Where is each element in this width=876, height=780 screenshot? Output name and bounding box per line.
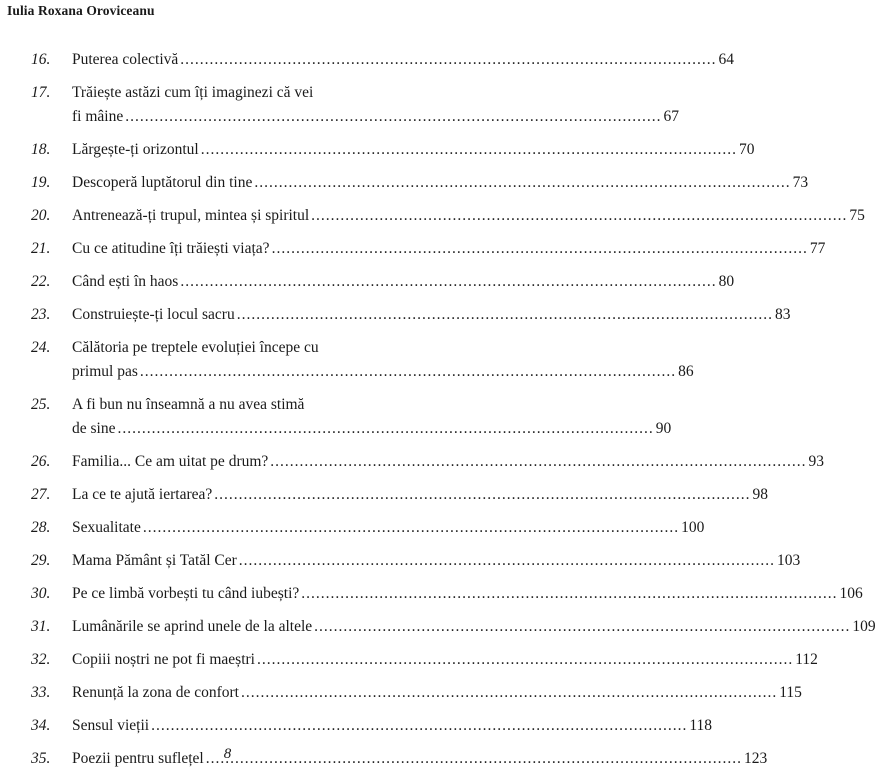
- toc-entry-title-line: Călătoria pe treptele evoluției începe cu: [72, 339, 319, 356]
- dot-leader: [140, 360, 676, 384]
- toc-entry-title: Pe ce limbă vorbești tu când iubești?: [72, 585, 300, 602]
- dot-leader: [241, 681, 777, 705]
- toc-entry-number: 22.: [31, 273, 51, 290]
- toc-entry: [31, 336, 694, 384]
- dot-leader: [214, 483, 750, 507]
- toc-entry-title: Construiește-ți locul sacru: [72, 306, 235, 323]
- toc-entry-number: 34.: [31, 717, 51, 734]
- toc-entry: [31, 483, 768, 507]
- running-header-author: Iulia Roxana Oroviceanu: [7, 3, 155, 18]
- toc-entry: [31, 138, 755, 162]
- toc-entry-number: 27.: [31, 486, 51, 503]
- toc-entry: [31, 714, 713, 738]
- toc-entry-number: 25.: [31, 396, 51, 413]
- toc-entry: [31, 450, 825, 474]
- dot-leader: [257, 648, 793, 672]
- toc-entry-number: 33.: [31, 684, 51, 701]
- toc-entry-title: Sexualitate: [72, 519, 141, 536]
- toc-entry-title: de sine: [72, 420, 116, 437]
- toc-entry-number: 20.: [31, 207, 51, 224]
- toc-entry: [31, 48, 735, 72]
- toc-entry-number: 30.: [31, 585, 51, 602]
- toc-entry-title: La ce te ajută iertarea?: [72, 486, 213, 503]
- toc-entry-title: Descoperă luptătorul din tine: [72, 174, 253, 191]
- dot-leader: [117, 417, 653, 441]
- dot-leader: [239, 549, 775, 573]
- toc-entry-title: Când ești în haos: [72, 273, 179, 290]
- toc-entry-page: 98: [752, 486, 768, 503]
- toc-entry: [31, 681, 802, 705]
- toc-entry-number: 32.: [31, 651, 51, 668]
- toc-entry-number: 35.: [31, 750, 51, 767]
- toc-entry-title: Antrenează-ți trupul, mintea și spiritul: [72, 207, 310, 224]
- table-of-contents: [0, 48, 876, 780]
- dot-leader: [180, 270, 716, 294]
- toc-entry-page: 106: [839, 585, 863, 602]
- toc-entry-number: 31.: [31, 618, 51, 635]
- toc-entry-title: Cu ce atitudine îți trăiești viața?: [72, 240, 270, 257]
- toc-entry-title: primul pas: [72, 363, 138, 380]
- toc-entry-number: 28.: [31, 519, 51, 536]
- toc-entry: [31, 171, 809, 195]
- toc-entry-page: 80: [718, 273, 735, 290]
- toc-entry-page: 64: [718, 51, 735, 68]
- toc-entry: [31, 303, 791, 327]
- toc-entry-number: 21.: [31, 240, 51, 257]
- dot-leader: [151, 714, 687, 738]
- dot-leader: [314, 615, 850, 639]
- toc-entry-number: 29.: [31, 552, 51, 569]
- toc-entry: [31, 270, 735, 294]
- toc-entry: [31, 549, 801, 573]
- toc-entry: [31, 615, 876, 639]
- toc-entry-page: 75: [849, 207, 865, 224]
- dot-leader: [201, 138, 737, 162]
- toc-entry-page: 112: [795, 651, 818, 668]
- toc-entry-title: fi mâine: [72, 108, 124, 125]
- toc-entry-page: 93: [808, 453, 825, 470]
- toc-entry: [31, 582, 863, 606]
- toc-entry-page: 67: [663, 108, 679, 125]
- toc-entry-number: 18.: [31, 141, 51, 158]
- toc-entry-page: 90: [655, 420, 672, 437]
- toc-entry-page: 103: [777, 552, 801, 569]
- toc-entry-title: Renunță la zona de confort: [72, 684, 239, 701]
- toc-entry-title: Copiii noștri ne pot fi maeștri: [72, 651, 255, 668]
- dot-leader: [311, 204, 847, 228]
- toc-entry-page: 70: [738, 141, 755, 158]
- toc-entry-page: 100: [681, 519, 705, 536]
- toc-entry-title: Mama Pământ și Tatăl Cer: [72, 552, 237, 569]
- dot-leader: [237, 303, 773, 327]
- toc-entry-number: 19.: [31, 174, 51, 191]
- toc-entry: [31, 81, 679, 129]
- toc-entry: [31, 237, 826, 261]
- toc-entry-page: 83: [774, 306, 791, 323]
- toc-entry-page: 118: [689, 717, 713, 734]
- toc-entry-title: Poezii pentru suflețel: [72, 750, 204, 767]
- toc-entry: [31, 204, 865, 228]
- page-number: 8: [223, 746, 232, 762]
- toc-entry-page: 77: [809, 240, 826, 257]
- toc-entry-page: 123: [743, 750, 768, 767]
- dot-leader: [301, 582, 837, 606]
- toc-entry-title-line: A fi bun nu înseamnă a nu avea stimă: [72, 396, 305, 413]
- toc-entry: [31, 393, 672, 441]
- dot-leader: [272, 237, 808, 261]
- dot-leader: [143, 516, 679, 540]
- toc-entry-title: Lărgește-ți orizontul: [72, 141, 199, 158]
- toc-entry-page: 86: [678, 363, 694, 380]
- toc-entry-page: 109: [852, 618, 876, 635]
- toc-entry-number: 16.: [31, 51, 51, 68]
- toc-entry-title: Familia... Ce am uitat pe drum?: [72, 453, 269, 470]
- toc-entry-title: Puterea colectivă: [72, 51, 179, 68]
- toc-entry-title: Sensul vieții: [72, 717, 150, 734]
- dot-leader: [270, 450, 806, 474]
- toc-entry-number: 17.: [31, 84, 51, 101]
- dot-leader: [125, 105, 661, 129]
- toc-entry-number: 26.: [31, 453, 51, 470]
- toc-entry-number: 23.: [31, 306, 51, 323]
- toc-entry-title-line: Trăiește astăzi cum îți imaginezi că vei: [72, 84, 314, 101]
- dot-leader: [180, 48, 716, 72]
- toc-entry-number: 24.: [31, 339, 51, 356]
- toc-entry-title: Lumânările se aprind unele de la altele: [72, 618, 313, 635]
- toc-entry: [31, 516, 705, 540]
- dot-leader: [254, 171, 790, 195]
- toc-entry-page: 115: [779, 684, 802, 701]
- toc-entry: [31, 648, 818, 672]
- toc-entry-page: 73: [792, 174, 809, 191]
